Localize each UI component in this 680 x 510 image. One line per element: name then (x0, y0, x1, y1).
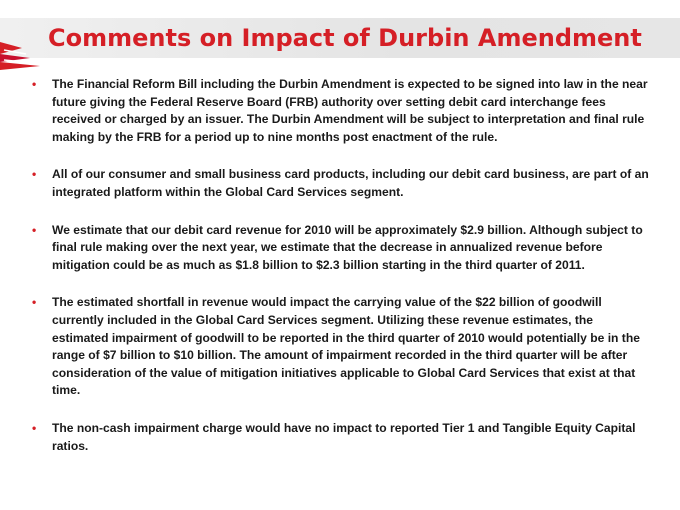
bullet-item (30, 420, 650, 455)
bullet-list (30, 76, 650, 455)
bullet-text: The Financial Reform Bill including the Durbin Amendment is expected to be signed into law in the near future giving the Federal Reserve Board (FRB) authority over setting debit card interchange fees received or charged by an issuer. The Durbin Amendment will be subject to interpretation and final rule making by the FRB for a period up to nine months post enactment of the rule. (52, 77, 648, 144)
bullet-text: The estimated shortfall in revenue would impact the carrying value of the $22 billion of goodwill currently included in the Global Card Services segment. Utilizing these revenue estimates, the estimated impairment of goodwill to be reported in the third quarter of 2010 would potentially be in the range of $7 billion to $10 billion. The amount of impairment recorded in the third quarter will be after consideration of the value of mitigation initiatives applicable to Global Card Services that exist at that time. (52, 295, 640, 398)
flag-stripes-logo (0, 40, 44, 74)
bullet-item (30, 166, 650, 201)
bullet-text: We estimate that our debit card revenue for 2010 will be approximately $2.9 billion. Although subject to final rule making over the next year, we estimate that the decrease in annualized revenue before mitigation could be as much as $1.8 billion to $2.3 billion starting in the third quarter of 2011. (52, 222, 643, 272)
bullet-item (30, 76, 650, 146)
bullet-text: The non-cash impairment charge would have no impact to reported Tier 1 and Tangible Equity Capital ratios. (52, 420, 636, 453)
page-title: Comments on Impact of Durbin Amendment (48, 24, 642, 52)
bullet-text: All of our consumer and small business card products, including our debit card business, are part of an integrated platform within the Global Card Services segment. (52, 167, 649, 199)
bullet-marker: • (32, 77, 37, 91)
bullet-item (30, 294, 650, 400)
bullet-item (30, 222, 650, 275)
bullet-marker: • (32, 222, 37, 237)
slide-header (0, 0, 680, 70)
bullet-marker: • (32, 295, 37, 310)
slide-body (30, 76, 650, 475)
bullet-marker: • (32, 420, 37, 435)
bullet-marker: • (32, 167, 37, 182)
